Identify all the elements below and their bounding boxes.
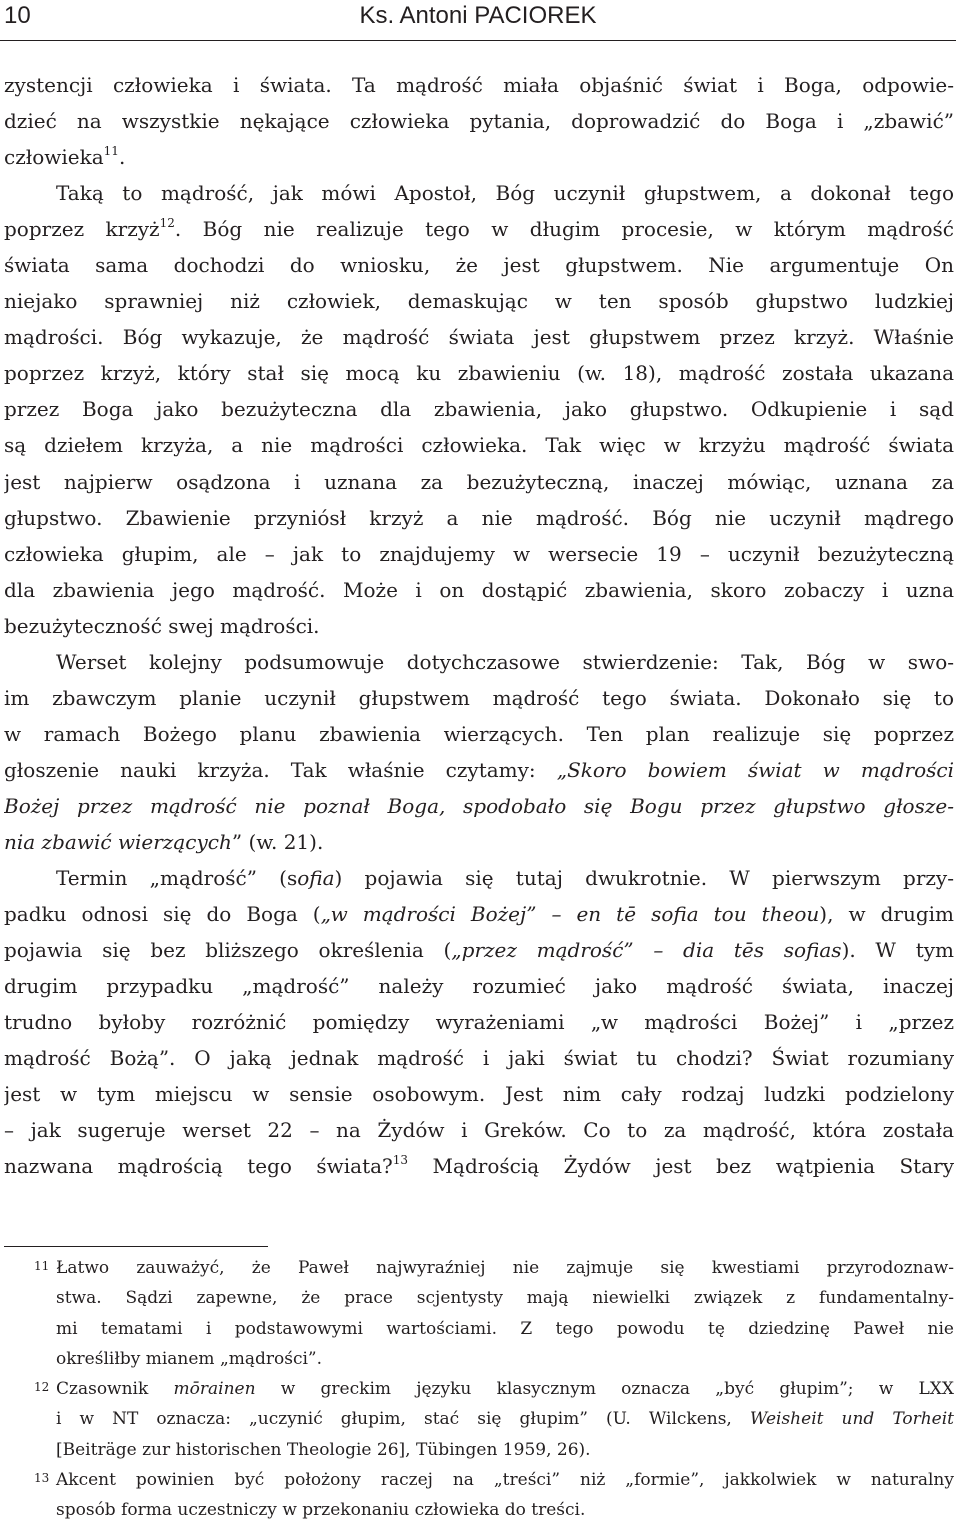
greek-term: mōrainen bbox=[173, 1379, 256, 1400]
text-run: dla zbawienia jego mądrość. Może i on dostąpić zbawienia, skoro zobaczy i uzna bbox=[4, 577, 954, 602]
greek-term: „w mądrości Bożej” – en tē sofia tou theou bbox=[320, 902, 820, 927]
text-line bbox=[4, 67, 954, 103]
footnote-line bbox=[4, 1314, 954, 1344]
text-run: Akcent powinien być położony raczej na „treści” niż „formie”, jakkolwiek w naturalny bbox=[56, 1470, 954, 1491]
text-run: w ramach Bożego planu zbawienia wierzących. Ten plan realizuje się poprzez bbox=[4, 721, 954, 746]
greek-term: ofia bbox=[297, 866, 335, 891]
text-run: Taką to mądrość, jak mówi Apostoł, Bóg uczynił głupstwem, a dokonał tego bbox=[56, 181, 954, 206]
text-line bbox=[4, 968, 954, 1004]
footnote-rule bbox=[4, 1246, 268, 1247]
text-line bbox=[4, 860, 954, 896]
text-run: Werset kolejny podsumowuje dotychczasowe stwierdzenie: Tak, Bóg w swo- bbox=[56, 649, 954, 674]
text-line bbox=[4, 391, 954, 427]
text-run: . Bóg nie realizuje tego w długim procesie, w którym mądrość bbox=[174, 217, 954, 242]
body-text bbox=[4, 67, 954, 1184]
footnote-ref: 11 bbox=[103, 144, 119, 159]
text-run: przez Boga jako bezużyteczna dla zbawienia, jako głupstwo. Odkupienie i sąd bbox=[4, 397, 954, 422]
running-title: Ks. Antoni PACIOREK bbox=[359, 2, 597, 29]
text-run: człowieka głupim, ale – jak to znajdujemy w wersecie 19 – uczynił bezużyteczną bbox=[4, 541, 954, 566]
text-line bbox=[4, 680, 954, 716]
footnote-number: 13 bbox=[34, 1471, 50, 1486]
footnote-line bbox=[4, 1495, 954, 1525]
text-run: świata sama dochodzi do wniosku, że jest głupstwem. Nie argumentuje On bbox=[4, 253, 954, 278]
text-line bbox=[4, 247, 954, 283]
text-run: poprzez krzyż, który stał się mocą ku zbawieniu (w. 18), mądrość została ukazana bbox=[4, 361, 954, 386]
text-run: mądrości. Bóg wykazuje, że mądrość świata jest głupstwem przez krzyż. Właśnie bbox=[4, 325, 954, 350]
text-line bbox=[4, 464, 954, 500]
footnote-ref: 13 bbox=[392, 1153, 409, 1168]
text-line bbox=[4, 788, 954, 824]
text-run: niejako sprawniej niż człowiek, demaskując w ten sposób głupstwo ludzkiej bbox=[4, 289, 954, 314]
text-line bbox=[4, 716, 954, 752]
text-run: jest najpierw osądzona i uznana za bezużyteczną, inaczej mówiąc, uznana za bbox=[4, 469, 954, 494]
text-run: im zbawczym planie uczynił głupstwem mądrość tego świata. Dokonało się to bbox=[4, 685, 954, 710]
footnote-number: 12 bbox=[34, 1380, 50, 1395]
text-line bbox=[4, 752, 954, 788]
text-line bbox=[4, 283, 954, 319]
text-line bbox=[4, 824, 954, 860]
text-run: Mądrością Żydów jest bez wątpienia Stary bbox=[408, 1154, 954, 1179]
text-run: jest w tym miejscu w sensie osobowym. Jest nim cały rodzaj ludzki podzielony bbox=[4, 1082, 954, 1107]
text-line bbox=[4, 608, 954, 644]
greek-term: „przez mądrość” – dia tēs sofias bbox=[451, 938, 842, 963]
text-run: ), w drugim bbox=[819, 902, 954, 927]
text-line bbox=[4, 1040, 954, 1076]
footnote-line bbox=[4, 1344, 954, 1374]
text-run: bezużyteczność swej mądrości. bbox=[4, 613, 320, 638]
text-run: określiłby mianem „mądrości”. bbox=[56, 1348, 323, 1369]
footnotes bbox=[4, 1253, 954, 1526]
text-run: ) pojawia się tutaj dwukrotnie. W pierwszym przy- bbox=[334, 866, 954, 891]
text-run: drugim przypadku „mądrość” należy rozumieć jako mądrość świata, inaczej bbox=[4, 974, 954, 999]
text-run: głoszenie nauki krzyża. Tak właśnie czytamy: bbox=[4, 757, 557, 782]
text-run: głupstwo. Zbawienie przyniósł krzyż a nie mądrość. Bóg nie uczynił mądrego bbox=[4, 505, 954, 530]
text-line bbox=[4, 500, 954, 536]
text-line bbox=[4, 536, 954, 572]
text-run: pojawia się bez bliższego określenia ( bbox=[4, 938, 452, 963]
text-run: trudno byłoby rozróżnić pomiędzy wyrażeniami „w mądrości Bożej” i „przez bbox=[4, 1010, 954, 1035]
text-run: zystencji człowieka i świata. Ta mądrość miała objaśnić świat i Boga, odpowie- bbox=[4, 73, 954, 97]
text-run: – jak sugeruje werset 22 – na Żydów i Greków. Co to za mądrość, która została bbox=[4, 1118, 954, 1143]
text-line bbox=[4, 427, 954, 463]
text-run: mi tematami i podstawowymi wartościami. Z tego powodu tę dziedzinę Paweł nie bbox=[56, 1318, 954, 1339]
quote-run: „Skoro bowiem świat w mądrości bbox=[556, 757, 954, 782]
text-line bbox=[4, 896, 954, 932]
quote-run: nia zbawić wierzących bbox=[4, 829, 232, 854]
footnote-line bbox=[4, 1404, 954, 1434]
text-run: Łatwo zauważyć, że Paweł najwyraźniej nie zajmuje się kwestiami przyrodoznaw- bbox=[56, 1258, 954, 1278]
text-line bbox=[4, 139, 954, 175]
text-run: poprzez krzyż bbox=[4, 217, 160, 242]
text-run: w greckim języku klasycznym oznacza „być głupim”; w LXX bbox=[255, 1379, 954, 1400]
text-run: [Beiträge zur historischen Theologie 26], Tübingen 1959, 26). bbox=[56, 1439, 591, 1460]
quote-run: Bożej przez mądrość nie poznał Boga, spodobało się Bogu przez głupstwo głosze- bbox=[4, 793, 954, 818]
book-title: Weisheit und Torheit bbox=[749, 1409, 954, 1430]
text-line bbox=[4, 1112, 954, 1148]
text-run: Termin „mądrość” (s bbox=[56, 866, 298, 891]
text-line bbox=[4, 1076, 954, 1112]
text-line bbox=[4, 175, 954, 211]
text-run: stwa. Sądzi zapewne, że prace scjentysty mają niewielki związek z fundamentalny- bbox=[56, 1288, 954, 1309]
text-run: i w NT oznacza: „uczynić głupim, stać się głupim” (U. Wilckens, bbox=[56, 1409, 750, 1430]
text-run: ). W tym bbox=[841, 938, 954, 963]
text-run: padku odnosi się do Boga ( bbox=[4, 902, 321, 927]
text-line bbox=[4, 103, 954, 139]
header-rule bbox=[0, 40, 956, 41]
running-header bbox=[0, 0, 956, 36]
text-line bbox=[4, 355, 954, 391]
text-run: nazwana mądrością tego świata? bbox=[4, 1154, 393, 1179]
text-line bbox=[4, 1148, 954, 1184]
text-line bbox=[4, 572, 954, 608]
footnote-line bbox=[4, 1374, 954, 1404]
text-line bbox=[4, 211, 954, 247]
text-run: ” (w. 21). bbox=[231, 829, 324, 854]
text-run: dzieć na wszystkie nękające człowieka pytania, doprowadzić do Boga i „zbawić” bbox=[4, 109, 954, 134]
footnote-number: 11 bbox=[34, 1259, 50, 1273]
text-run: człowieka bbox=[4, 145, 104, 170]
footnote-line bbox=[4, 1253, 954, 1283]
text-run: Czasownik bbox=[56, 1379, 174, 1400]
text-line bbox=[4, 319, 954, 355]
footnote-line bbox=[4, 1465, 954, 1495]
footnote-ref: 12 bbox=[159, 216, 175, 231]
text-run: mądrość Bożą”. O jaką jednak mądrość i jaki świat tu chodzi? Świat rozumiany bbox=[4, 1046, 954, 1071]
text-line bbox=[4, 1004, 954, 1040]
text-line bbox=[4, 644, 954, 680]
footnote-line bbox=[4, 1283, 954, 1313]
footnote-line bbox=[4, 1435, 954, 1465]
text-line bbox=[4, 932, 954, 968]
text-run: są dziełem krzyża, a nie mądrości człowieka. Tak więc w krzyżu mądrość świata bbox=[4, 433, 954, 458]
text-run: . bbox=[118, 145, 126, 170]
text-run: sposób forma uczestniczy w przekonaniu człowieka do treści. bbox=[56, 1500, 586, 1521]
page-number: 10 bbox=[4, 2, 31, 29]
